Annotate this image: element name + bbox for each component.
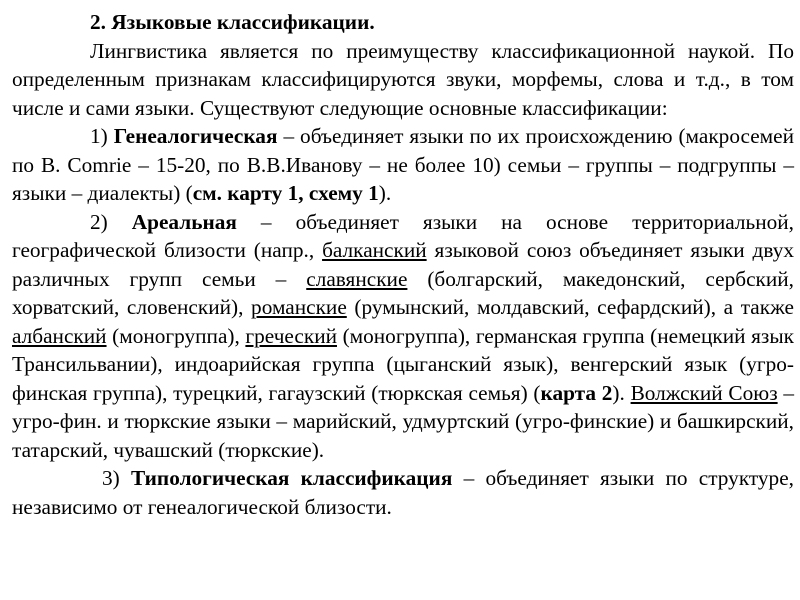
item-text: (румынский, молдавский, сефардский), а также bbox=[346, 295, 794, 319]
item-number: 3) bbox=[102, 466, 131, 490]
item-text: – объединяет языки по их происхождению (макросемей по B. Comrie – 15-20, по В.В.Иванову – не более 10) семьи – группы – подгруппы – языки – диалекты) ( bbox=[12, 124, 794, 205]
item-text: ). bbox=[612, 380, 631, 405]
item-number: 1) bbox=[90, 124, 114, 148]
item-genealogical bbox=[12, 122, 794, 208]
section-heading-text: 2. Языковые классификации. bbox=[90, 10, 375, 34]
reference-map-1: см. карту 1, схему 1 bbox=[192, 181, 379, 205]
item-end: ). bbox=[378, 181, 392, 205]
underlined-romance: романские bbox=[251, 295, 347, 319]
item-text: (болгарский, македонский, сербский, хорватский, словенский), bbox=[12, 266, 794, 319]
item-number: 2) bbox=[90, 209, 132, 234]
item-typological bbox=[12, 464, 794, 521]
underlined-slavic: славянские bbox=[306, 266, 408, 291]
term-genealogical: Генеалогическая bbox=[113, 124, 278, 148]
term-typological: Типологическая классификация bbox=[130, 466, 453, 490]
reference-map-2: карта 2 bbox=[540, 380, 613, 405]
underlined-albanian: албанский bbox=[12, 323, 107, 348]
term-areal: Ареальная bbox=[131, 209, 237, 234]
underlined-volga-union: Волжский Союз bbox=[630, 380, 778, 405]
underlined-balkan: балканский bbox=[322, 238, 427, 262]
item-areal bbox=[12, 208, 794, 465]
item-text: (моногруппа), bbox=[106, 323, 246, 348]
item-text: – угро-фин. и тюркские языки – марийский, удмуртский (угро-финские) и башкирский, татарский, чувашский (тюркские). bbox=[12, 380, 794, 462]
underlined-greek: греческий bbox=[245, 323, 337, 348]
item-text: (моногруппа), германская группа (немецкий язык Трансильвании), индоарийская группа (цыганский язык), венгерский язык (угро-финская группа), турецкий, гагаузский (тюркская семья) ( bbox=[12, 323, 794, 405]
section-heading bbox=[12, 8, 794, 37]
item-text: – объединяет языки по структуре, независимо от генеалогической близости. bbox=[12, 466, 794, 519]
intro-paragraph: Лингвистика является по преимуществу классификационной наукой. По определенным признакам классифицируются звуки, морфемы, слова и т.д., в том числе и сами языки. Существуют следующие основные классификации: bbox=[12, 38, 794, 120]
item-text: – объединяет языки на основе территориальной, географической близости (напр., bbox=[12, 209, 794, 262]
item-text: языковой союз объединяет языки двух различных групп семьи – bbox=[12, 238, 794, 291]
